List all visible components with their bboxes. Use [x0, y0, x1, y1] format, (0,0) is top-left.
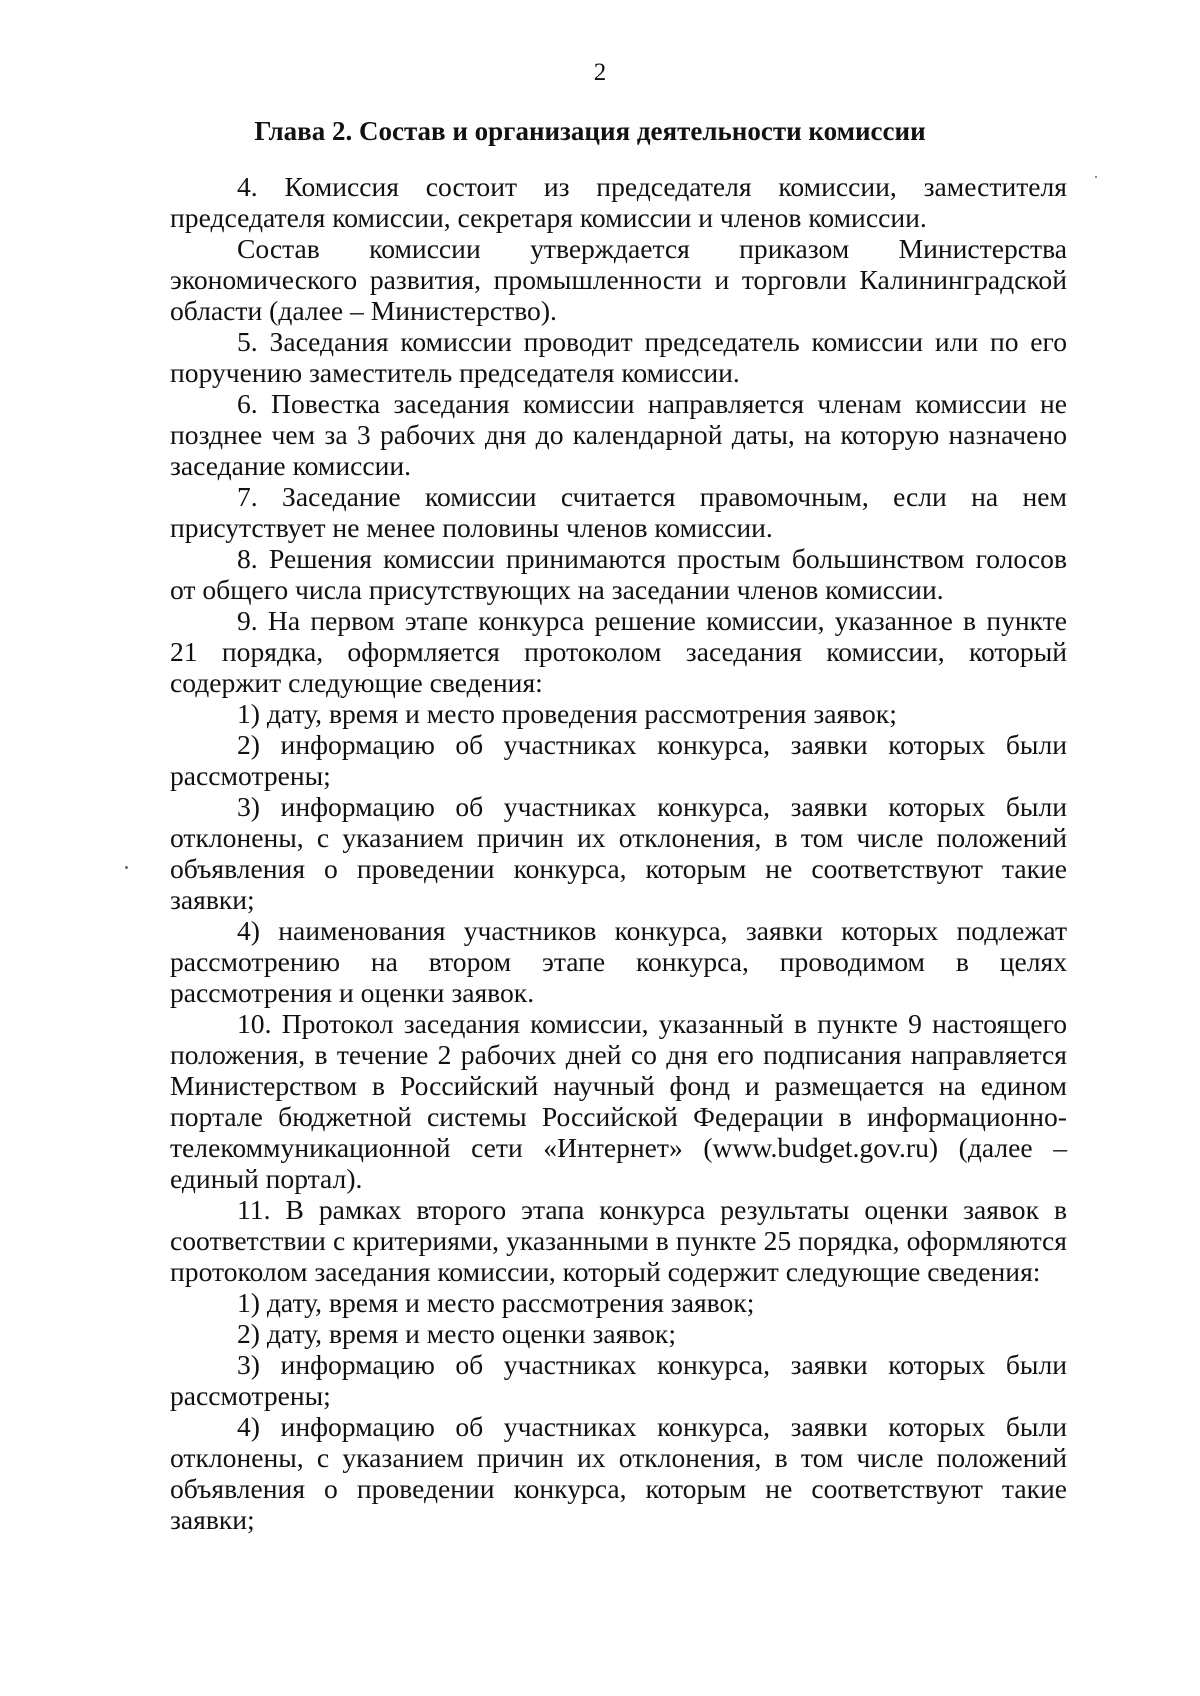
paragraph: 9. На первом этапе конкурса решение комиссии, указанное в пункте 21 порядка, оформляется протоколом заседания комиссии, который содержит следующие сведения: [170, 605, 1067, 698]
list-item: 3) информацию об участниках конкурса, заявки которых были рассмотрены; [170, 1349, 1067, 1411]
body-text [170, 171, 1067, 1535]
paragraph: 6. Повестка заседания комиссии направляется членам комиссии не позднее чем за 3 рабочих дня до календарной даты, на которую назначено заседание комиссии. [170, 388, 1067, 481]
list-item: 2) дату, время и место оценки заявок; [237, 1318, 677, 1349]
paragraph: 8. Решения комиссии принимаются простым большинством голосов от общего числа присутствующих на заседании членов комиссии. [170, 543, 1067, 605]
paragraph: 5. Заседания комиссии проводит председатель комиссии или по его поручению заместитель председателя комиссии. [170, 326, 1067, 388]
list-item: 3) информацию об участниках конкурса, заявки которых были отклонены, с указанием причин их отклонения, в том числе положений объявления о проведении конкурса, которым не соответствуют такие заявки; [170, 791, 1067, 915]
paragraph: 7. Заседание комиссии считается правомочным, если на нем присутствует не менее половины членов комиссии. [170, 481, 1067, 543]
paragraph: 4. Комиссия состоит из председателя комиссии, заместителя председателя комиссии, секретаря комиссии и членов комиссии. [170, 171, 1067, 233]
page-number: 2 [593, 59, 607, 86]
paragraph: 10. Протокол заседания комиссии, указанный в пункте 9 настоящего положения, в течение 2 рабочих дней со дня его подписания направляется Министерством в Российский научный фонд и размещается на едином портале бюджетной системы Российской Федерации в информационно-телекоммуникационной сети «Интернет» (www.budget.gov.ru) (далее – единый портал). [170, 1008, 1067, 1194]
list-item: 1) дату, время и место рассмотрения заявок; [237, 1287, 755, 1318]
list-item: 4) наименования участников конкурса, заявки которых подлежат рассмотрению на втором этапе конкурса, проводимом в целях рассмотрения и оценки заявок. [170, 915, 1067, 1008]
list-item: 2) информацию об участниках конкурса, заявки которых были рассмотрены; [170, 729, 1067, 791]
scan-speck [125, 866, 128, 869]
paragraph: 11. В рамках второго этапа конкурса результаты оценки заявок в соответствии с критериями, указанными в пункте 25 порядка, оформляются протоколом заседания комиссии, который содержит следующие сведения: [170, 1194, 1067, 1287]
scan-speck [1095, 176, 1097, 178]
list-item: 1) дату, время и место проведения рассмотрения заявок; [237, 698, 897, 729]
list-item: 4) информацию об участниках конкурса, заявки которых были отклонены, с указанием причин их отклонения, в том числе положений объявления о проведении конкурса, которым не соответствуют такие заявки; [170, 1411, 1067, 1535]
paragraph: Состав комиссии утверждается приказом Министерства экономического развития, промышленности и торговли Калининградской области (далее – Министерство). [170, 233, 1067, 326]
chapter-title: Глава 2. Состав и организация деятельности комиссии [254, 116, 926, 146]
